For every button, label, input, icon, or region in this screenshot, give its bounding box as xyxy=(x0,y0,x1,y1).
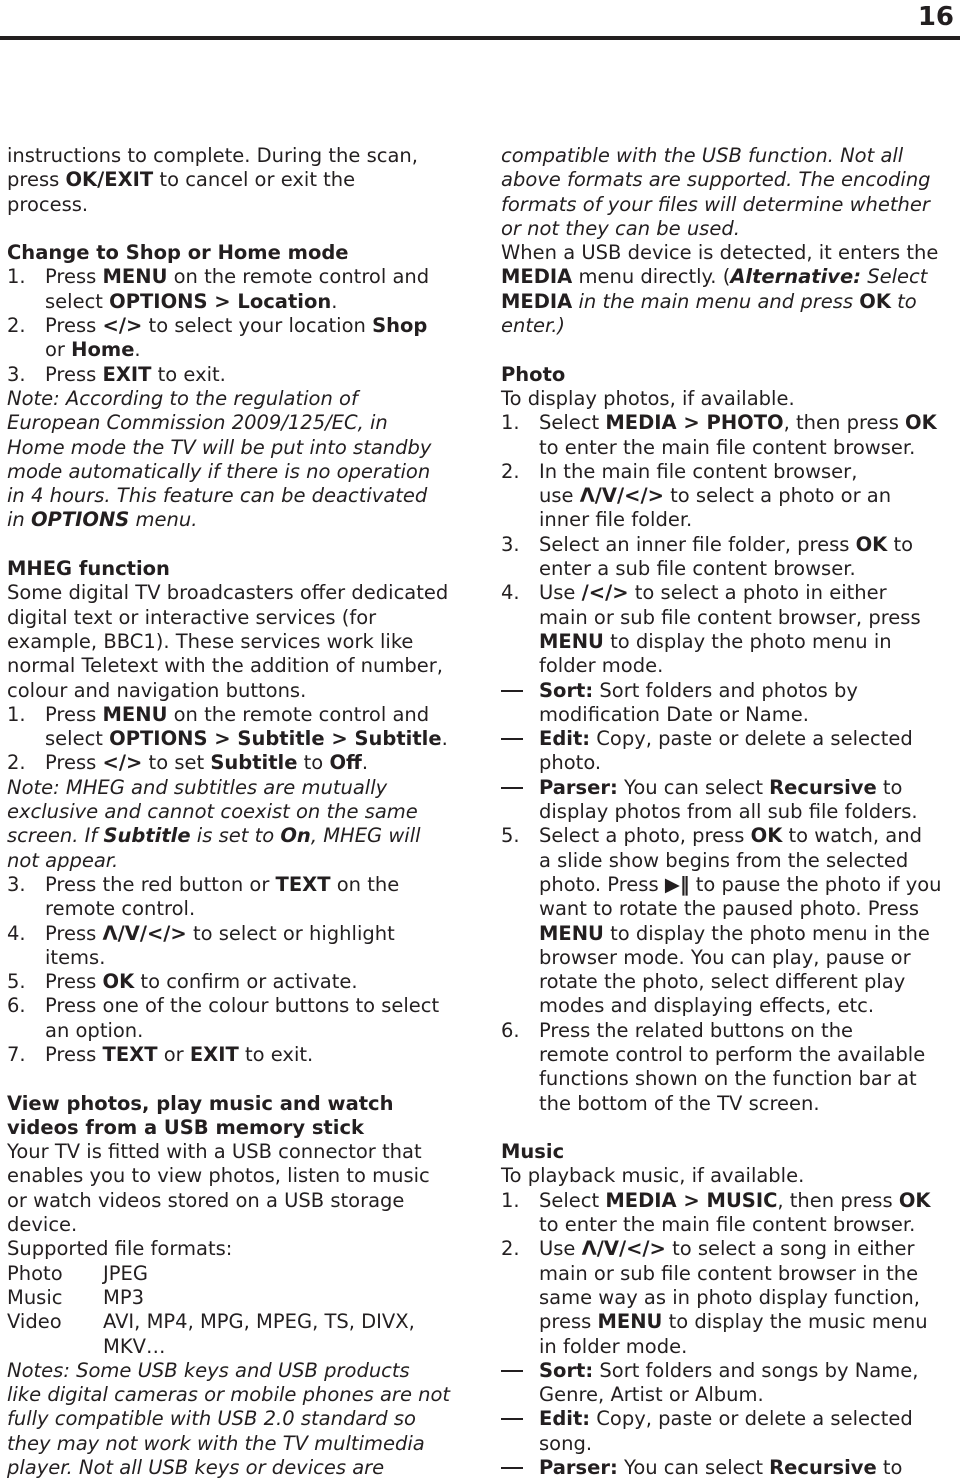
dash-item: Parser: You can select Recursive to display photos from all sub file folders. xyxy=(501,776,956,825)
list-item: 5. Select a photo, press OK to watch, and a slide show begins from the selected photo. Press ▶‖ to pause the photo if you want to rotate the paused photo. Press MENU to display the photo menu in the browser mode. You can play, pause or rotate the photo, select different play modes and displaying effects, etc. xyxy=(501,824,942,1018)
section-heading-mheg: MHEG function xyxy=(7,557,170,581)
paragraph: When a USB device is detected, it enters the MEDIA menu directly. (Alternative: Select MEDIA in the main menu and press OK to enter.) xyxy=(501,241,939,338)
list-item: 2. Press </> to select your location Shop or Home. xyxy=(7,314,428,362)
section-heading-music: Music xyxy=(501,1140,565,1164)
format-row: Video AVI, MP4, MPG, MPEG, TS, DIVX, MKV… xyxy=(7,1310,415,1358)
page-number: 16 xyxy=(917,2,954,32)
paragraph: To playback music, if available. xyxy=(501,1164,805,1188)
list-item: 3. Select an inner file folder, press OK to enter a sub file content browser. xyxy=(501,532,914,581)
format-row: Music MP3 xyxy=(7,1285,144,1309)
list-item: 1. Select MEDIA > PHOTO, then press OK to enter the main file content browser. xyxy=(501,411,937,459)
list-item: 1. Select MEDIA > MUSIC, then press OK to enter the main file content browser. xyxy=(501,1188,931,1237)
play-pause-icon: ▶‖ xyxy=(664,872,690,896)
list-item: 4. Use /</> to select a photo in either main or sub file content browser, press MENU to display the photo menu in folder mode. xyxy=(501,581,921,678)
paragraph: Some digital TV broadcasters offer dedicated digital text or interactive services (for example, BBC1). These services work like normal Teletext with the addition of number, colour and navigation buttons. xyxy=(7,581,449,702)
dash-item: Parser: You can select Recursive to xyxy=(501,1456,956,1480)
note: Notes: Some USB keys and USB products like digital cameras or mobile phones are not fully compatible with USB 2.0 standard so they may not work with the TV multimedia player. Not all USB keys or devices are xyxy=(7,1358,451,1480)
list-item: 3. Press the red button or TEXT on the remote control. xyxy=(7,872,400,921)
left-column xyxy=(7,144,477,1480)
list-item: 5. Press OK to confirm or activate. xyxy=(7,970,358,994)
section-heading-photo: Photo xyxy=(501,362,566,386)
list-item: 6. Press the related buttons on the remote control to perform the available functions shown on the function bar at the bottom of the TV screen. xyxy=(501,1018,926,1115)
list-item: 7. Press TEXT or EXIT to exit. xyxy=(7,1042,314,1066)
note: Note: According to the regulation of European Commission 2009/125/EC, in Home mode the TV will be put into standby mode automatically if there is no operation in 4 hours. This feature can be deactivated in OPTIONS menu. xyxy=(7,386,432,532)
paragraph: To display photos, if available. xyxy=(501,386,795,410)
list-item: 6. Press one of the colour buttons to select an option. xyxy=(7,994,440,1042)
section-heading-usb: View photos, play music and watch videos from a USB memory stick xyxy=(7,1091,394,1139)
list-item: 1. Press MENU on the remote control and select OPTIONS > Location. xyxy=(7,265,430,313)
formats-label: Supported file formats: xyxy=(7,1237,233,1261)
right-column xyxy=(501,144,956,1480)
list-item: 2. In the main file content browser, use Λ/V/</> to select a photo or an inner file folder. xyxy=(501,459,892,532)
section-heading-shop-home: Change to Shop or Home mode xyxy=(7,241,349,265)
format-row: Photo JPEG xyxy=(7,1261,148,1285)
list-item: 1. Press MENU on the remote control and select OPTIONS > Subtitle > Subtitle. xyxy=(7,702,448,751)
scan-text: instructions to complete. During the scan, press OK/EXIT to cancel or exit the process. xyxy=(7,144,418,216)
list-item: 3. Press EXIT to exit. xyxy=(7,362,226,386)
header-rule xyxy=(0,36,960,40)
dash-item: Sort: Sort folders and photos by modification Date or Name. xyxy=(501,679,956,728)
paragraph: Your TV is fitted with a USB connector that enables you to view photos, listen to music or watch videos stored on a USB storage device. xyxy=(7,1140,430,1237)
dash-item: Edit: Copy, paste or delete a selected song. xyxy=(501,1407,956,1456)
dash-item: Edit: Copy, paste or delete a selected photo. xyxy=(501,727,956,776)
list-item: 4. Press Λ/V/</> to select or highlight items. xyxy=(7,921,395,969)
note: compatible with the USB function. Not all above formats are supported. The encoding formats of your files will determine whether or not they can be used. xyxy=(501,144,931,240)
dash-item: Sort: Sort folders and songs by Name, Genre, Artist or Album. xyxy=(501,1359,956,1408)
list-item: 2. Press </> to set Subtitle to Off. xyxy=(7,751,369,775)
list-item: 2. Use Λ/V/</> to select a song in either main or sub file content browser in the same way as in photo display function, press MENU to display the music menu in folder mode. xyxy=(501,1237,928,1358)
note: Note: MHEG and subtitles are mutually exclusive and cannot coexist on the same screen. If Subtitle is set to On, MHEG will not appear. xyxy=(7,775,421,872)
